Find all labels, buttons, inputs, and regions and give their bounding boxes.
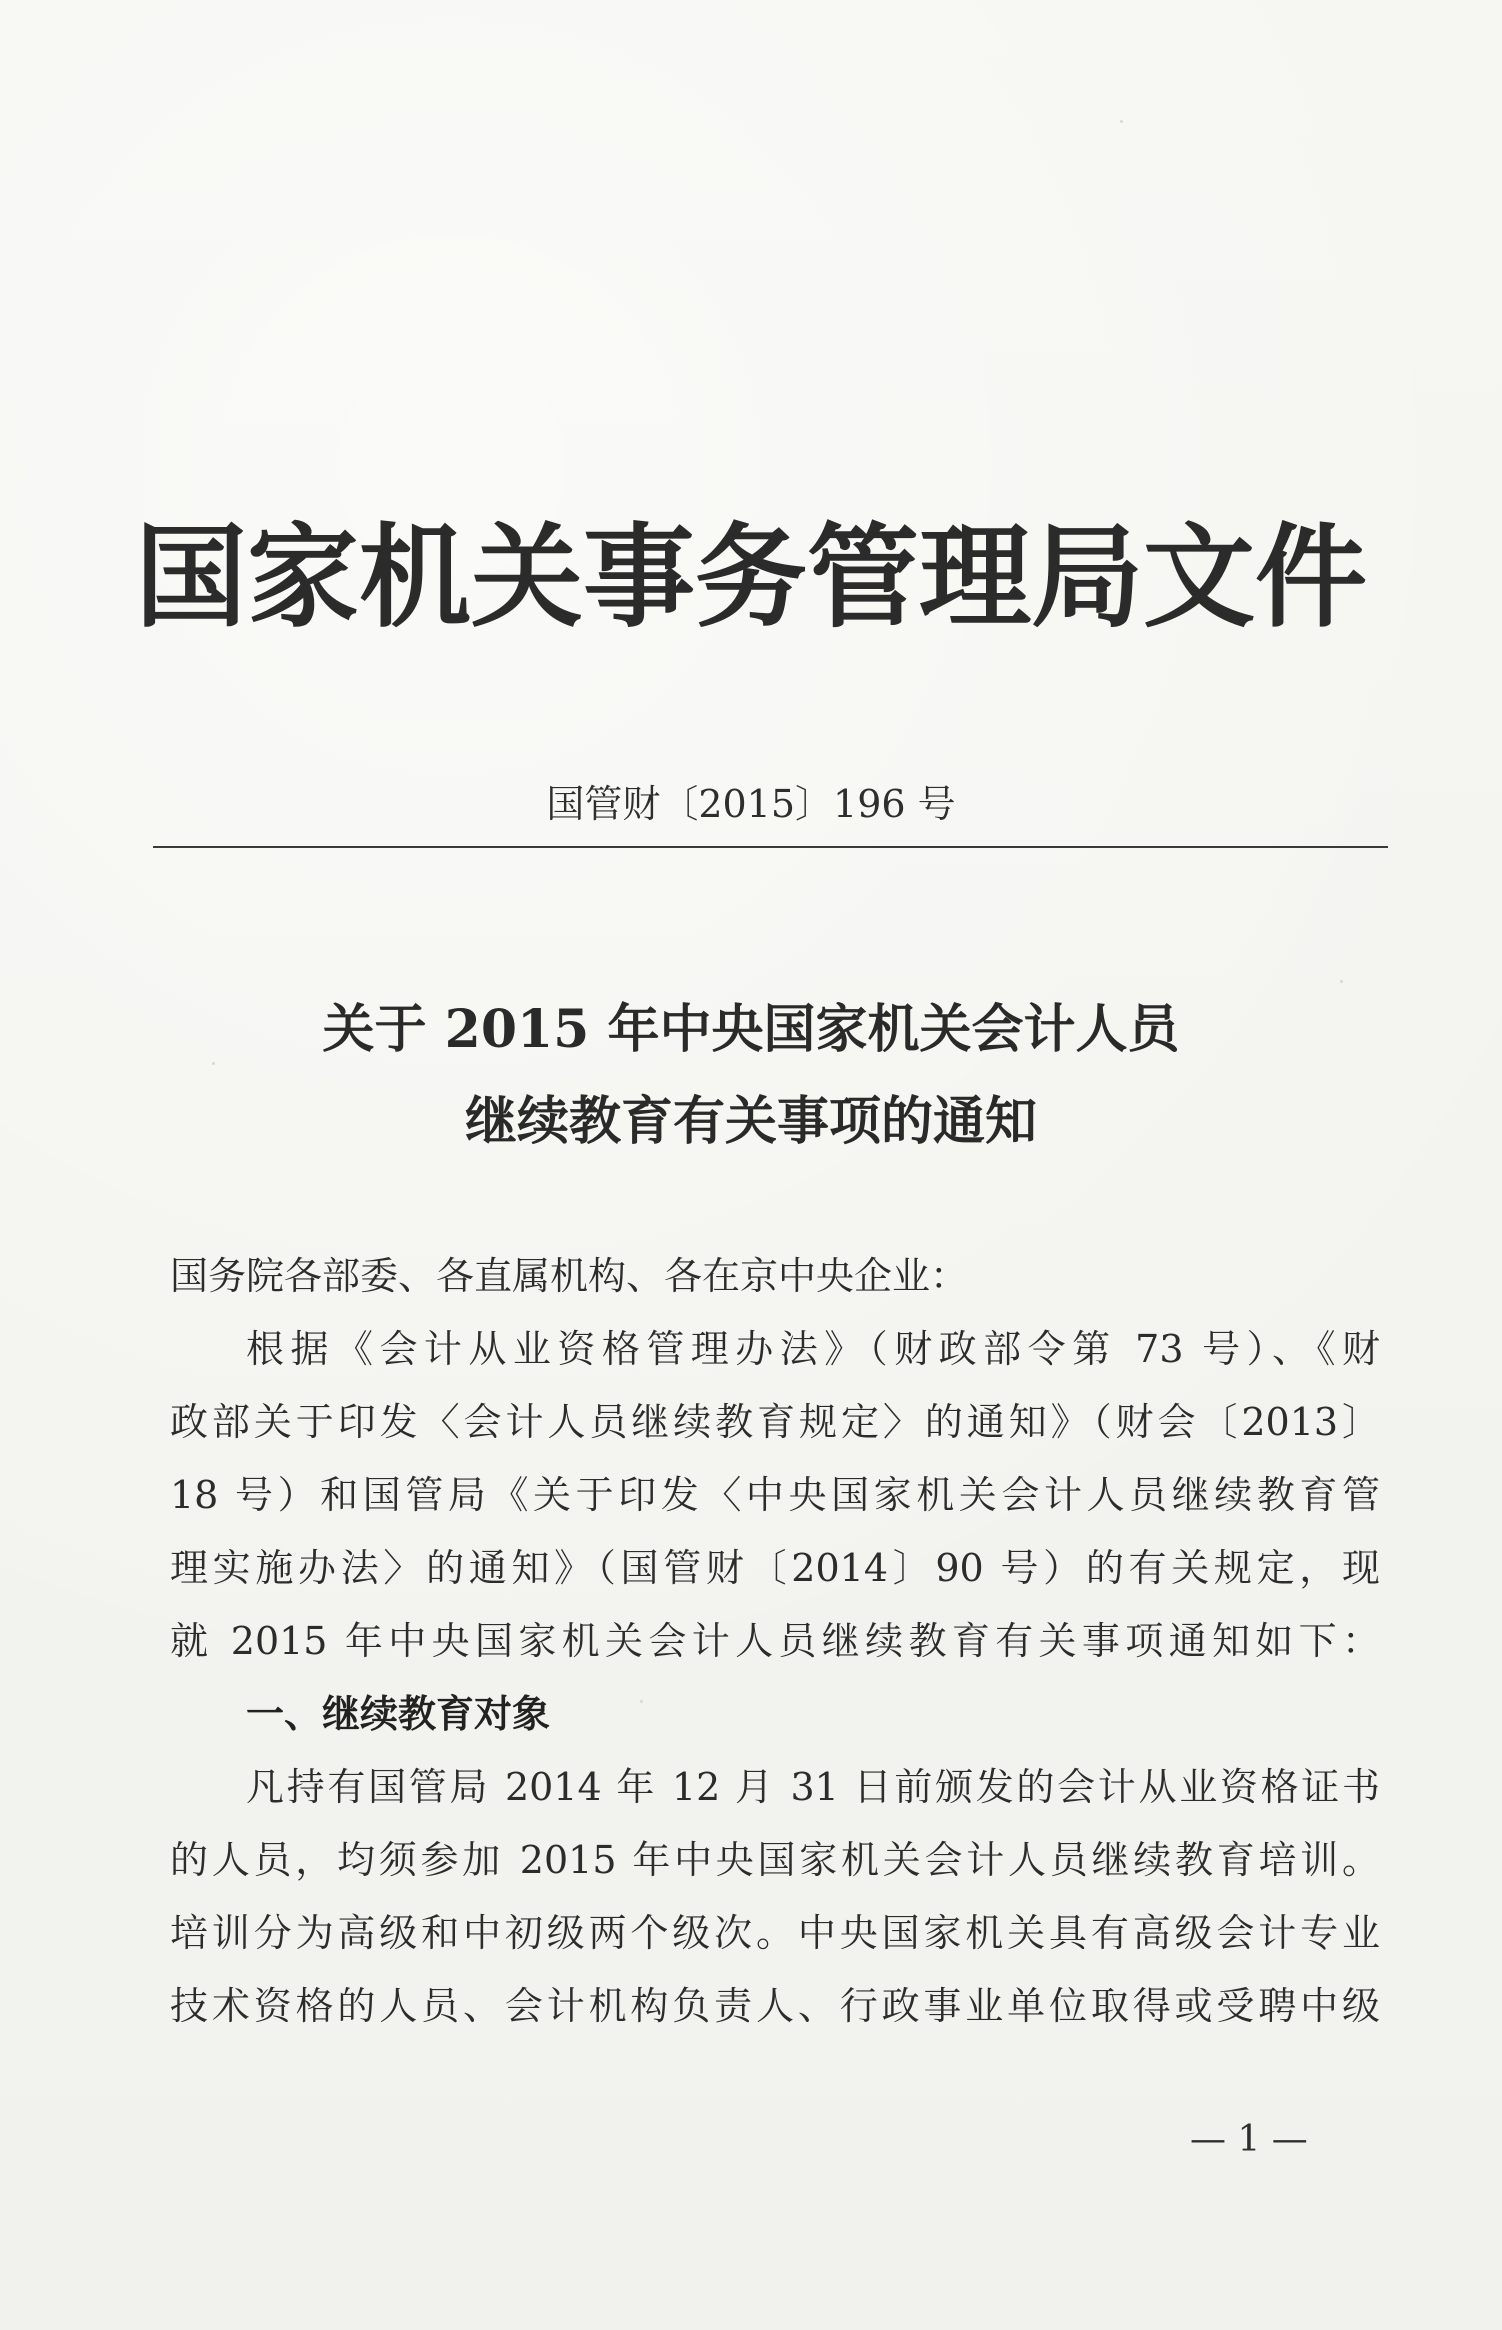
notice-body (170, 1240, 1380, 2043)
paragraph-1-line: 政部关于印发〈会计人员继续教育规定〉的通知》（财会〔2013〕 (170, 1400, 1380, 1444)
scan-speck (212, 1062, 215, 1065)
paragraph-1-line: 18 号）和国管局《关于印发〈中央国家机关会计人员继续教育管 (170, 1473, 1380, 1517)
notice-title-line-2: 继续教育有关事项的通知 (464, 1091, 1037, 1152)
paragraph-2-line: 凡持有国管局 2014 年 12 月 31 日前颁发的会计从业资格证书 (246, 1765, 1380, 1809)
paragraph-2-line: 培训分为高级和中初级两个级次。中央国家机关具有高级会计专业 (170, 1911, 1380, 1955)
paragraph-1-line: 就 2015 年中央国家机关会计人员继续教育有关事项通知如下： (170, 1619, 1380, 1663)
paragraph-2-line: 技术资格的人员、会计机构负责人、行政事业单位取得或受聘中级 (170, 1984, 1380, 2028)
paragraph-1-line: 根据《会计从业资格管理办法》（财政部令第 73 号）、《财 (246, 1327, 1380, 1371)
issuing-authority-title: 国家机关事务管理局文件 (135, 512, 1367, 643)
page-number: — 1 — (1190, 2119, 1308, 2160)
scan-speck (1120, 120, 1123, 123)
header-divider-line (153, 846, 1388, 848)
scan-speck (640, 1700, 643, 1703)
notice-title-line-1: 关于 2015 年中央国家机关会计人员 (322, 999, 1180, 1060)
addressee-line: 国务院各部委、各直属机构、各在京中央企业： (170, 1254, 969, 1298)
document-number: 国管财〔2015〕196 号 (546, 782, 956, 826)
paragraph-1-line: 理实施办法〉的通知》（国管财〔2014〕90 号）的有关规定，现 (170, 1546, 1380, 1590)
paragraph-2-line: 的人员，均须参加 2015 年中央国家机关会计人员继续教育培训。 (170, 1838, 1380, 1882)
section-1-heading: 一、继续教育对象 (246, 1692, 551, 1736)
scan-speck (1340, 980, 1343, 983)
